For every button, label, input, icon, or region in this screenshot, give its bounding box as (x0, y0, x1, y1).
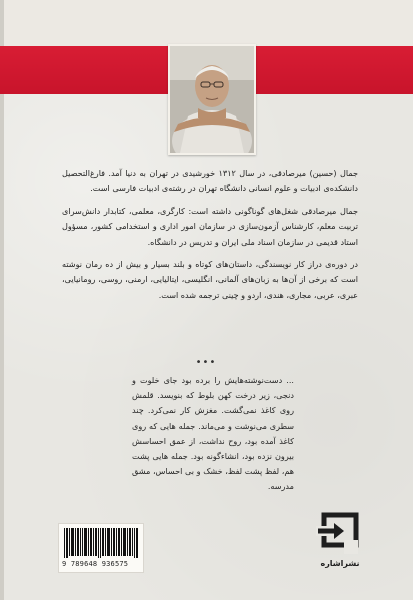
barcode-icon (59, 524, 143, 562)
bio-paragraph: در دوره‌ی دراز کار نویسندگی، داستان‌های کوتاه و بلند بسیار و بیش از ده رمان نوشته است که برخی از آن‌ها به زبان‌های آلمانی، انگلیسی، ایتالیایی، ارمنی، روسی، رومانیایی، عبری، عربی، مجاری، هندی، اردو و چینی ترجمه شده است. (62, 259, 358, 300)
excerpt-text: ... دست‌نوشته‌هایش را برده بود جای خلوت و دنجی، زیر درخت کهن بلوط که بنویسد. قلمش روی کاغذ نمی‌گشت. مغزش کار نمی‌کرد. چند سطری می‌نوشت و می‌ماند. جمله هایی که روی کاغذ آمده بود، روح نداشت، از عمق احساسش بیرون نزده بود، انشاءگونه بود. جمله هایی پشت هم، لفظ پشت لفظ، خشک و بی احساس، مشق مدرسه. (132, 375, 294, 492)
author-biography (62, 166, 358, 310)
bio-paragraph: جمال (حسین) میرصادقی، در سال ۱۳۱۲ خورشیدی در تهران به دنیا آمد. فارغ‌التحصیل دانشکده‌ی ادبیات و علوم انسانی دانشگاه تهران در رشته‌ی ادبیات فارسی است. (62, 168, 358, 194)
publisher-name: نشراشاره (320, 559, 360, 568)
isbn-number: 9 789648 936575 (62, 560, 129, 568)
bio-paragraph: جمال میرصادقی شغل‌های گوناگونی داشته است: کارگری، معلمی، کتابدار دانش‌سرای تربیت معلم، کارشناس آزمون‌سازی در سازمان امور اداری و استخدامی کشور، مسؤول استاد قدیمی در سازمان اسناد ملی ایران و تدریس در دانشگاه. (62, 205, 358, 247)
publisher-logo (314, 512, 366, 570)
top-margin (0, 0, 413, 46)
arrow-box-icon (314, 512, 366, 558)
book-excerpt (132, 373, 294, 495)
author-portrait-icon (170, 46, 254, 153)
author-photo (168, 44, 256, 155)
section-separator: ••• (195, 357, 217, 368)
isbn-barcode (58, 523, 144, 573)
